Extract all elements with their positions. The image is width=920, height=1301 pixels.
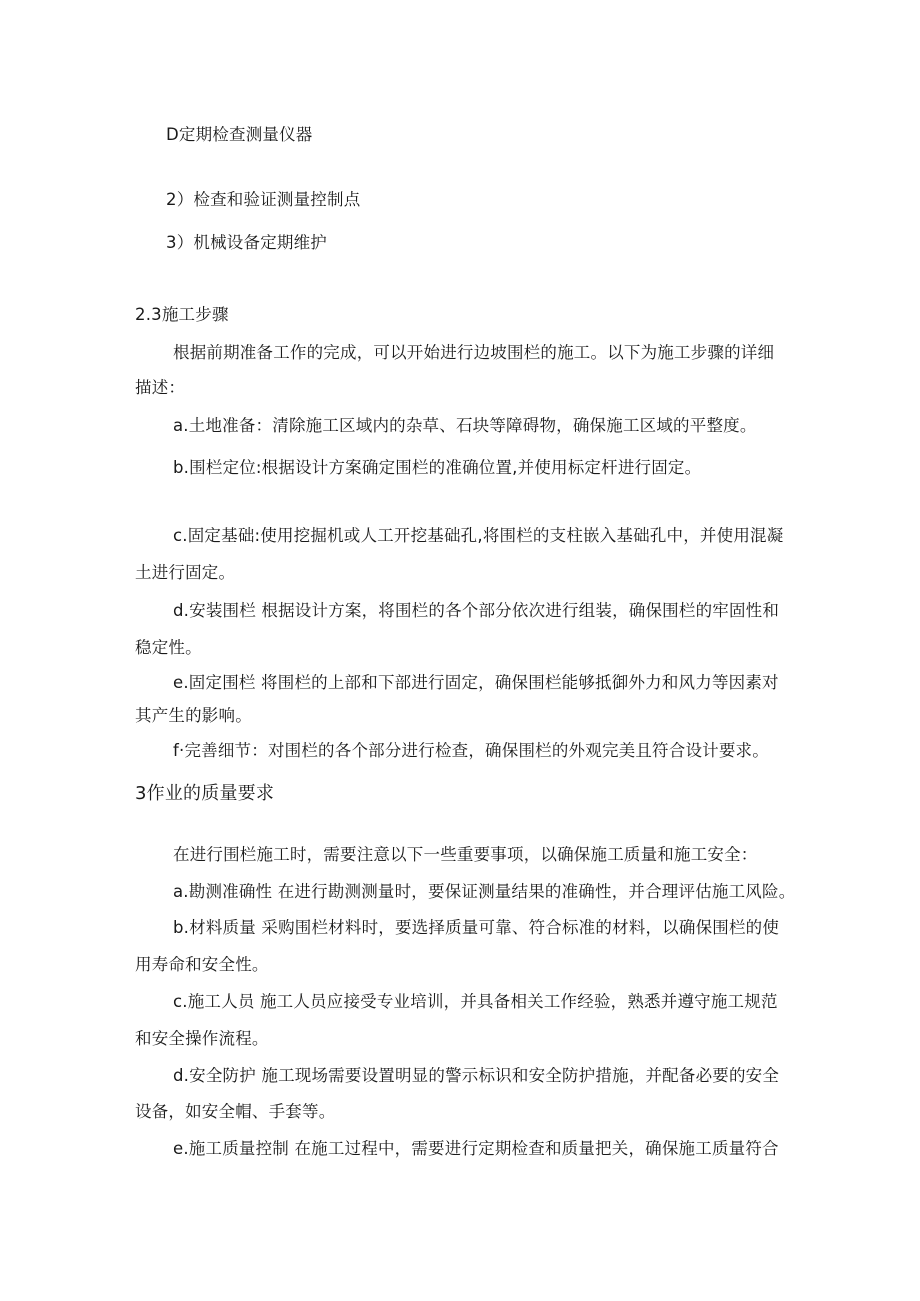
- step-c-line-2: 土进行固定。: [135, 563, 236, 582]
- quality-e-line-1: e.施工质量控制 在施工过程中，需要进行定期检查和质量把关，确保施工质量符合: [173, 1139, 779, 1158]
- paragraph-intro-line-2: 描述：: [135, 378, 186, 397]
- list-item-1: D定期检查测量仪器: [166, 125, 313, 144]
- quality-d-line-1: d.安全防护 施工现场需要设置明显的警示标识和安全防护措施，并配备必要的安全: [173, 1066, 780, 1085]
- step-e-line-2: 其产生的影响。: [135, 706, 252, 725]
- quality-b-line-2: 用寿命和安全性。: [135, 955, 269, 974]
- quality-c-line-2: 和安全操作流程。: [135, 1029, 269, 1048]
- step-d-line-1: d.安装围栏 根据设计方案，将围栏的各个部分依次进行组装，确保围栏的牢固性和: [173, 601, 780, 620]
- section-heading-3: 3作业的质量要求: [135, 783, 275, 804]
- step-e-line-1: e.固定围栏 将围栏的上部和下部进行固定，确保围栏能够抵御外力和风力等因素对: [173, 673, 779, 692]
- step-d-line-2: 稳定性。: [135, 638, 202, 657]
- paragraph-intro-line-1: 根据前期准备工作的完成，可以开始进行边坡围栏的施工。以下为施工步骤的详细: [173, 343, 775, 362]
- step-b: b.围栏定位:根据设计方案确定围栏的准确位置,并使用标定杆进行固定。: [173, 458, 702, 477]
- step-f: f·完善细节：对围栏的各个部分进行检查，确保围栏的外观完美且符合设计要求。: [173, 741, 769, 760]
- list-item-2: 2）检查和验证测量控制点: [166, 190, 361, 209]
- list-item-3: 3）机械设备定期维护: [166, 233, 327, 252]
- step-c-line-1: c.固定基础:使用挖掘机或人工开挖基础孔,将围栏的支柱嵌入基础孔中，并使用混凝: [173, 526, 784, 545]
- step-a: a.土地准备：清除施工区域内的杂草、石块等障碍物，确保施工区域的平整度。: [173, 416, 757, 435]
- quality-a: a.勘测准确性 在进行勘测测量时，要保证测量结果的准确性，并合理评估施工风险。: [173, 882, 796, 901]
- quality-c-line-1: c.施工人员 施工人员应接受专业培训，并具备相关工作经验，熟悉并遵守施工规范: [173, 992, 778, 1011]
- quality-d-line-2: 设备，如安全帽、手套等。: [135, 1102, 336, 1121]
- quality-b-line-1: b.材料质量 采购围栏材料时，要选择质量可靠、符合标准的材料，以确保围栏的使: [173, 918, 780, 937]
- quality-intro: 在进行围栏施工时，需要注意以下一些重要事项，以确保施工质量和施工安全：: [173, 845, 758, 864]
- section-heading-2-3: 2.3施工步骤: [135, 305, 229, 324]
